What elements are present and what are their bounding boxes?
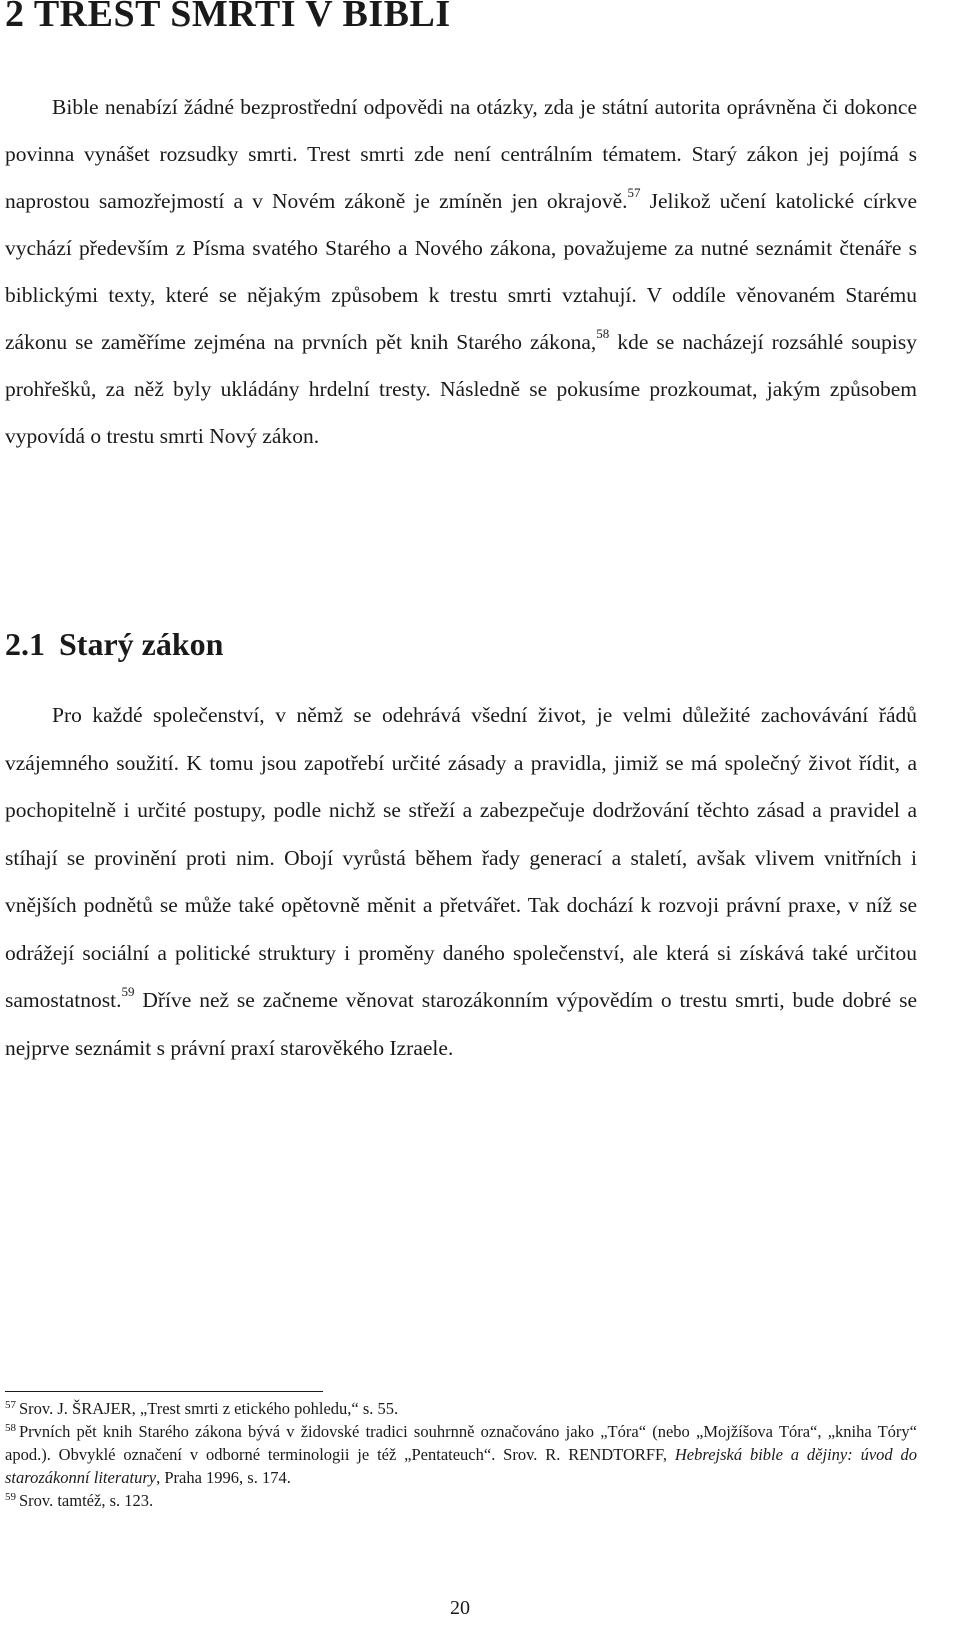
footnote-number: 57 [5, 1399, 16, 1411]
section-title: Starý zákon [59, 626, 224, 662]
footnote-ref-59[interactable]: 59 [121, 984, 135, 999]
footnote-text: Srov. J. ŠRAJER, „Trest smrti z etického pohledu,“ s. 55. [19, 1399, 399, 1418]
footnotes [5, 1397, 917, 1512]
intro-text-1: Bible nenabízí žádné bezprostřední odpovědi na otázky, zda je státní autorita oprávněna či dokonce povinna vynášet rozsudky smrti. Trest smrti zde není centrálním tématem. Starý zákon jej pojímá s naprostou samozřejmostí a v Novém zákoně je zmíněn jen okrajově. [5, 95, 917, 213]
section-text-2: Dříve než se začneme věnovat starozákonním výpovědím o trestu smrti, bude dobré se nejprve seznámit s právní praxí starověkého Izraele. [5, 988, 917, 1060]
page-number: 20 [450, 1597, 470, 1619]
footnote-57 [5, 1397, 917, 1420]
footnote-number: 59 [5, 1491, 16, 1503]
chapter-title: 2 TREST SMRTI V BIBLI [5, 0, 451, 35]
footnote-number: 58 [5, 1422, 16, 1434]
section-number: 2.1 [5, 626, 45, 662]
intro-text-2: Jelikož učení katolické církve vychází především z Písma svatého Starého a Nového zákona, považujeme za nutné seznámit čtenáře s biblickými texty, které se nějakým způsobem k trestu smrti vztahují. V oddíle věnovaném Starému zákonu se zaměříme zejména na prvních pět knih Starého zákona, [5, 189, 917, 354]
footnote-58 [5, 1420, 917, 1489]
footnote-ref-57[interactable]: 57 [627, 185, 641, 200]
footnote-separator [5, 1391, 323, 1392]
footnote-59 [5, 1489, 917, 1512]
section-text-1: Pro každé společenství, v němž se odehrává všední život, je velmi důležité zachovávání řádů vzájemného soužití. K tomu jsou zapotřebí určité zásady a pravidla, jimiž se má společný život řídit, a pochopitelně i určité postupy, podle nichž se střeží a zabezpečuje dodržování těchto zásad a pravidel a stíhají se provinění proti nim. Obojí vyrůstá během řady generací a staletí, avšak vlivem vnitřních i vnějších podnětů se může také opětovně měnit a přetvářet. Tak dochází k rozvoji právní praxe, v níž se odrážejí sociální a politické struktury i proměny daného společenství, ale která si získává také určitou samostatnost. [5, 703, 917, 1012]
book-title: Hebrejská bible a dějiny: úvod do starozákonní literatury [5, 1445, 918, 1487]
footnote-text: Prvních pět knih Starého zákona bývá v židovské tradici souhrnně označováno jako „Tóra“ (nebo „Mojžíšova Tóra“, „kniha Tóry“ apod.). Obvyklé označení v odborné terminologii je též „Pentateuch“. Srov. R. RENDTORFF, [5, 1422, 917, 1464]
footnote-text-end: , Praha 1996, s. 174. [156, 1468, 291, 1487]
footnote-text: Srov. tamtéž, s. 123. [19, 1491, 154, 1510]
footnote-ref-58[interactable]: 58 [596, 326, 610, 341]
intro-paragraph [5, 84, 917, 460]
section-heading [5, 626, 223, 663]
section-paragraph [5, 692, 917, 1072]
intro-text-3: kde se nacházejí rozsáhlé soupisy prohřešků, za něž byly ukládány hrdelní tresty. Následně se pokusíme prozkoumat, jakým způsobem vypovídá o trestu smrti Nový zákon. [5, 330, 917, 448]
